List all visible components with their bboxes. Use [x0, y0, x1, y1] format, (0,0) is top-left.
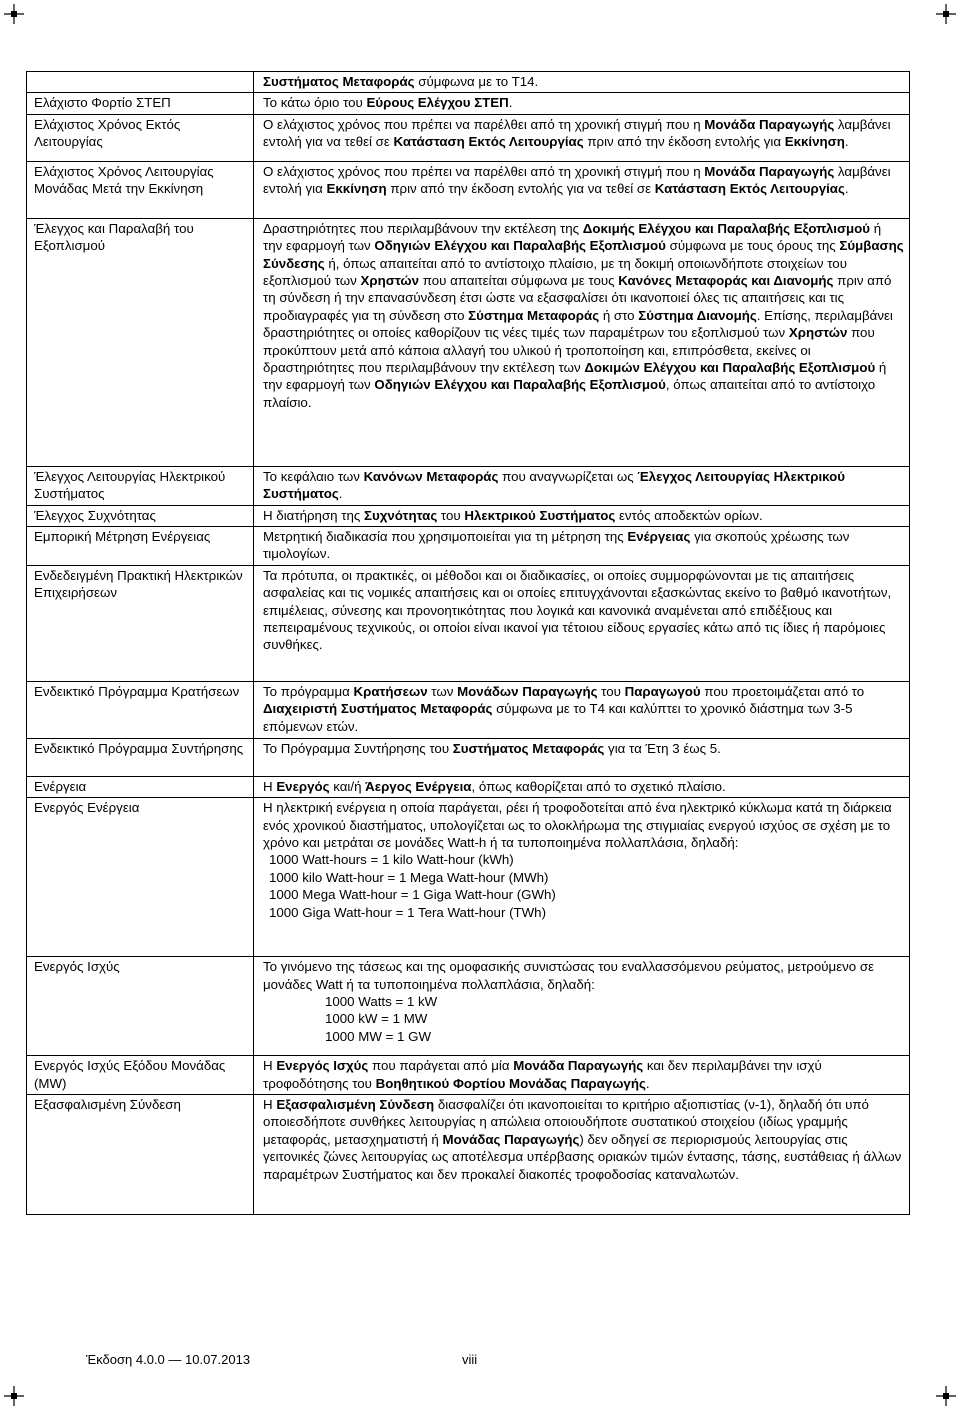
definition-line: [263, 567, 904, 654]
defined-term-ref: Κατάσταση Εκτός Λειτουργίας: [393, 134, 584, 150]
footer-page-number: viii: [462, 1352, 478, 1367]
definition-row: [27, 1056, 910, 1095]
definition-line: [263, 116, 904, 151]
definition-row: [27, 161, 910, 218]
defined-term-ref: Δοκιμών Ελέγχου και Παραλαβής Εξοπλισμού: [584, 360, 876, 376]
definition-text: . Επίσης, περιλαμβάνει δραστηριότητες οι οποίες καθορίζουν τις νέες τιμές των παραμέτρων του εξοπλισμού των: [263, 307, 897, 341]
defined-term-ref: Ηλεκτρικού Συστήματος: [464, 507, 616, 523]
defined-term-ref: Συστήματος Μεταφοράς: [452, 740, 605, 756]
definition-row: [27, 72, 910, 93]
definition-text: , όπως καθορίζεται από το σχετικό πλαίσιο.: [471, 778, 726, 794]
definition-cell: [254, 1095, 910, 1215]
definition-text: Τα πρότυπα, οι πρακτικές, οι μέθοδοι και οι διαδικασίες, οι οποίες συμμορφώνονται με τις απαιτήσεις ασφαλείας και τις νομικές απαιτήσεις και οι οποίες επιτυγχάνονται εξασκώντας εκείνο το βαθμό ικανοτήτων, επιμέλειας, σύνεσης και προνοητικότητας που λογικά και κανονικά αναμένεται από επιδέξιους και πεπειραμένους τεχνικούς, οι οποίοι είναι ικανοί για τέτοιου είδους εργασίες κάτω από τις ίδιες ή παρόμοιες συνθήκες.: [263, 567, 895, 653]
definition-text: που παράγεται από μία: [368, 1058, 514, 1074]
definition-cell: [254, 466, 910, 505]
definition-text: .: [844, 181, 849, 197]
definition-cell: [254, 161, 910, 218]
definition-cell: [254, 681, 910, 738]
defined-term-ref: Ενεργός: [276, 778, 330, 794]
definition-line: [263, 778, 904, 795]
definition-text: Η: [263, 1058, 277, 1074]
defined-term-ref: Κανόνες Μεταφοράς και Διανομής: [618, 273, 834, 289]
definition-line: [263, 73, 904, 90]
definition-text: .: [338, 486, 343, 502]
definition-cell: [254, 565, 910, 681]
definition-cell: [254, 93, 910, 114]
definition-text: σύμφωνα με το Τ14.: [414, 74, 539, 89]
definition-line: [263, 220, 908, 411]
defined-term-ref: Εκκίνηση: [326, 181, 387, 197]
definition-text: Δραστηριότητες που περιλαμβάνουν την εκτέλεση της: [263, 220, 583, 236]
definition-text: 1000 MW = 1 GW: [325, 1028, 432, 1044]
definition-text: ή την εφαρμογή των: [263, 360, 890, 393]
term-cell: Ελάχιστος Χρόνος Εκτός Λειτουργίας: [27, 114, 254, 161]
term-cell: Ενδεικτικό Πρόγραμμα Κρατήσεων: [27, 681, 254, 738]
definition-text: λαμβάνει εντολή για: [263, 163, 895, 197]
definition-text: ή στο: [599, 307, 639, 323]
definition-line: [263, 993, 904, 1010]
definition-text: εντός αποδεκτών ορίων.: [615, 507, 763, 523]
defined-term-ref: Εκκίνηση: [784, 134, 845, 150]
definition-text: σύμφωνα με το Τ4 και καλύπτει το χρονικό διάστημα των 3-5 επόμενων ετών.: [263, 701, 857, 734]
definition-row: [27, 776, 910, 797]
definition-row: [27, 798, 910, 957]
defined-term-ref: Οδηγιών Ελέγχου και Παραλαβής Εξοπλισμού: [374, 238, 666, 254]
definition-row: [27, 738, 910, 776]
definitions-table: [26, 71, 910, 1215]
defined-term-ref: Εξασφαλισμένη Σύνδεση: [276, 1097, 435, 1113]
definition-text: πριν από την έκδοση εντολής για να τεθεί σε: [386, 181, 655, 197]
term-cell: Ενδεδειγμένη Πρακτική Ηλεκτρικών Επιχειρήσεων: [27, 565, 254, 681]
definition-text: ή, όπως απαιτείται από το αντίστοιχο πλαίσιο, με τη δοκιμή οποιωνδήποτε στοιχείων του εξοπλισμού των: [263, 255, 851, 289]
definition-text: Μετρητική διαδικασία που χρησιμοποιείται για τη μέτρηση της: [263, 529, 628, 545]
definition-text: λαμβάνει εντολή για να τεθεί σε: [263, 116, 895, 150]
definition-text: των: [427, 683, 458, 699]
definition-text: 1000 Watt-hours = 1 kilo Watt-hour (kWh): [269, 852, 514, 868]
term-cell: Έλεγχος Λειτουργίας Ηλεκτρικού Συστήματος: [27, 466, 254, 505]
defined-term-ref: Χρηστών: [788, 325, 848, 341]
defined-term-ref: Κανόνων Μεταφοράς: [363, 468, 499, 484]
term-cell: Εμπορική Μέτρηση Ενέργειας: [27, 527, 254, 566]
term-cell: Έλεγχος Συχνότητας: [27, 505, 254, 526]
definition-line: [263, 740, 904, 757]
definition-line: [263, 851, 904, 868]
defined-term-ref: Χρηστών: [360, 273, 420, 289]
defined-term-ref: Σύμβασης Σύνδεσης: [263, 238, 908, 271]
definition-cell: [254, 527, 910, 566]
registration-mark-bottom-left: [4, 1386, 24, 1406]
defined-term-ref: Συστήματος Μεταφοράς: [263, 74, 415, 89]
defined-term-ref: Έλεγχος Λειτουργίας Ηλεκτρικού Συστήματος: [263, 468, 849, 502]
definition-line: [263, 163, 904, 198]
definition-line: [263, 507, 904, 524]
term-cell: Ελάχιστος Χρόνος Λειτουργίας Μονάδας Μετά την Εκκίνηση: [27, 161, 254, 218]
definition-text: ) δεν οδηγεί σε περιορισμούς λειτουργίας στις γειτονικές ζώνες λειτουργίας ως αποτέλεσμα υπέρβασης οριακών τιμών έντασης, τάσης, ευστάθειας ή άλλων παραμέτρων Συστήματος και δεν προκαλεί διακοπές τροφοδοσίας καταναλωτών.: [263, 1131, 905, 1182]
definition-text: του: [597, 683, 625, 699]
definition-row: [27, 681, 910, 738]
definition-line: [263, 468, 904, 503]
definition-text: Ο ελάχιστος χρόνος που πρέπει να παρέλθει από τη χρονική στιγμή που η: [263, 116, 705, 132]
definition-text: που προκύπτουν μετά από κάποια αλλαγή του υλικού ή τροποποίηση και, επιπρόσθετα, εκείνες οι δραστηριότητες που περιλαμβάνουν την εκτέλεση των: [263, 325, 879, 376]
defined-term-ref: Δοκιμής Ελέγχου και Παραλαβής Εξοπλισμού: [582, 220, 871, 236]
definition-text: 1000 kilo Watt-hour = 1 Mega Watt-hour (MWh): [269, 869, 549, 885]
definition-text: 1000 kW = 1 MW: [325, 1011, 428, 1027]
definition-text: Ο ελάχιστος χρόνος που πρέπει να παρέλθει από τη χρονική στιγμή που η: [263, 163, 705, 179]
definition-row: [27, 527, 910, 566]
defined-term-ref: Παραγωγού: [624, 683, 701, 699]
defined-term-ref: Μονάδας Παραγωγής: [442, 1131, 580, 1147]
defined-term-ref: Κατάσταση Εκτός Λειτουργίας: [654, 181, 845, 197]
defined-term-ref: Μονάδων Παραγωγής: [457, 683, 598, 699]
defined-term-ref: Μονάδα Παραγωγής: [513, 1058, 644, 1074]
definition-line: [263, 904, 904, 921]
definition-line: [263, 1028, 904, 1045]
definition-text: Το κάτω όριο του: [263, 95, 367, 111]
definition-row: [27, 1095, 910, 1215]
defined-term-ref: Κρατήσεων: [353, 683, 428, 699]
definition-text: για σκοπούς χρέωσης των τιμολογίων.: [263, 529, 854, 562]
definition-text: Το γινόμενο της τάσεως και της ομοφασικής συνιστώσας του εναλλασσόμενου ρεύματος, μετρούμενο σε μονάδες Watt ή τα τυποποιημένα πολλαπλάσια, δηλαδή:: [263, 959, 878, 992]
term-cell: Ελάχιστο Φορτίο ΣΤΕΠ: [27, 93, 254, 114]
definition-line: [263, 1010, 904, 1027]
definition-text: 1000 Mega Watt-hour = 1 Giga Watt-hour (GWh): [269, 887, 556, 903]
definition-text: Η ηλεκτρική ενέργεια η οποία παράγεται, ρέει ή τροφοδοτείται από ένα ηλεκτρικό κύκλωμα κατά τη διάρκεια ενός χρονικού διαστήματος, υπολογίζεται ως το ολοκλήρωμα της στιγμιαίας ενεργού ισχύος σε σχέση με το χρόνο και μετράται σε μονάδες Watt-h ή τα τυποποιημένα πολλαπλάσια, δηλαδή:: [263, 800, 896, 851]
definition-line: [263, 528, 904, 563]
definition-text: .: [844, 134, 849, 150]
definition-line: [263, 1057, 904, 1092]
definition-text: πριν από την έκδοση εντολής για: [583, 134, 785, 150]
definition-cell: [254, 114, 910, 161]
defined-term-ref: Συχνότητας: [364, 507, 438, 523]
definition-line: [263, 94, 904, 111]
registration-mark-bottom-right: [936, 1386, 956, 1406]
registration-mark-top-left: [4, 4, 24, 24]
definition-cell: [254, 505, 910, 526]
definition-text: και δεν περιλαμβάνει την ισχύ τροφοδότησης του: [263, 1058, 826, 1091]
term-cell: Ενεργός Ενέργεια: [27, 798, 254, 957]
definition-cell: [254, 218, 910, 466]
definition-row: [27, 114, 910, 161]
definition-text: Το κεφάλαιο των: [263, 468, 364, 484]
term-cell: Ενέργεια: [27, 776, 254, 797]
definition-text: που αναγνωρίζεται ως: [498, 468, 638, 484]
definition-line: [263, 958, 904, 993]
defined-term-ref: Σύστημα Μεταφοράς: [468, 307, 600, 323]
defined-term-ref: Εύρους Ελέγχου ΣΤΕΠ: [366, 95, 509, 111]
definition-text: , όπως απαιτείται από το αντίστοιχο πλαίσιο.: [263, 377, 879, 410]
definition-cell: [254, 957, 910, 1056]
term-cell: Εξασφαλισμένη Σύνδεση: [27, 1095, 254, 1215]
definition-text: που απαιτείται σύμφωνα με τους: [419, 273, 619, 289]
defined-term-ref: Διαχειριστή Συστήματος Μεταφοράς: [263, 701, 493, 717]
definition-line: [263, 683, 904, 735]
definition-line: [263, 886, 904, 903]
definition-text: Η διατήρηση της: [263, 507, 364, 523]
term-cell: Ενεργός Ισχύς Εξόδου Μονάδας (MW): [27, 1056, 254, 1095]
definition-text: 1000 Giga Watt-hour = 1 Tera Watt-hour (TWh): [269, 904, 547, 920]
definition-line: [263, 1096, 904, 1183]
definition-row: [27, 93, 910, 114]
definition-text: Το πρόγραμμα: [263, 683, 354, 699]
definition-row: [27, 505, 910, 526]
registration-mark-top-right: [936, 4, 956, 24]
definition-text: για τα Έτη 3 έως 5.: [604, 740, 721, 756]
defined-term-ref: Οδηγιών Ελέγχου και Παραλαβής Εξοπλισμού: [374, 377, 666, 393]
definition-row: [27, 466, 910, 505]
definition-text: που προετοιμάζεται από το: [700, 683, 868, 699]
definition-row: [27, 218, 910, 466]
definition-text: 1000 Watts = 1 kW: [325, 994, 438, 1010]
definition-text: πριν από τη σύνδεση ή την επανασύνδεση έτσι ώστε να εξασφαλίσει ότι ικανοποιεί όλες τις απαιτήσεις και τις προδιαγραφές για τη σύνδεση στο: [263, 273, 896, 323]
defined-term-ref: Άεργος Ενέργεια: [365, 778, 472, 794]
term-cell: Έλεγχος και Παραλαβή του Εξοπλισμού: [27, 218, 254, 466]
definition-text: σύμφωνα με τους όρους της: [665, 238, 840, 254]
definition-cell: [254, 776, 910, 797]
definition-text: Η: [263, 1097, 277, 1113]
definition-text: του: [437, 507, 465, 523]
definition-row: [27, 565, 910, 681]
defined-term-ref: Μονάδα Παραγωγής: [704, 116, 835, 132]
definition-text: Το Πρόγραμμα Συντήρησης του: [263, 740, 453, 756]
definition-cell: [254, 798, 910, 957]
definition-cell: [254, 738, 910, 776]
term-cell: Ενεργός Ισχύς: [27, 957, 254, 1056]
defined-term-ref: Βοηθητικού Φορτίου Μονάδας Παραγωγής: [375, 1075, 646, 1091]
definition-cell: [254, 1056, 910, 1095]
definition-row: [27, 957, 910, 1056]
definition-text: διασφαλίζει ότι ικανοποιείται το κριτήριο αξιοπιστίας (ν-1), δηλαδή ότι υπό οποιεσδήποτε συνθήκες λειτουργίας η απώλεια οποιουδήποτε συστατικού στοιχείου (ιδίως γραμμής μεταφοράς, μετασχηματιστή ή: [263, 1097, 873, 1147]
definition-line: [263, 799, 904, 851]
definition-text: ή την εφαρμογή των: [263, 220, 885, 254]
defined-term-ref: Μονάδα Παραγωγής: [704, 163, 835, 179]
defined-term-ref: Σύστημα Διανομής: [638, 307, 757, 323]
term-cell: Ενδεικτικό Πρόγραμμα Συντήρησης: [27, 738, 254, 776]
definition-text: και/ή: [329, 778, 366, 794]
definition-text: .: [508, 95, 513, 111]
definition-text: Η: [263, 778, 277, 794]
defined-term-ref: Ενεργός Ισχύς: [276, 1058, 369, 1074]
footer-version: Έκδοση 4.0.0 — 10.07.2013: [86, 1352, 251, 1367]
definition-text: .: [645, 1075, 650, 1091]
defined-term-ref: Ενέργειας: [627, 529, 691, 545]
definition-cell: [254, 72, 910, 93]
definition-line: [263, 869, 904, 886]
term-cell: [27, 72, 254, 93]
